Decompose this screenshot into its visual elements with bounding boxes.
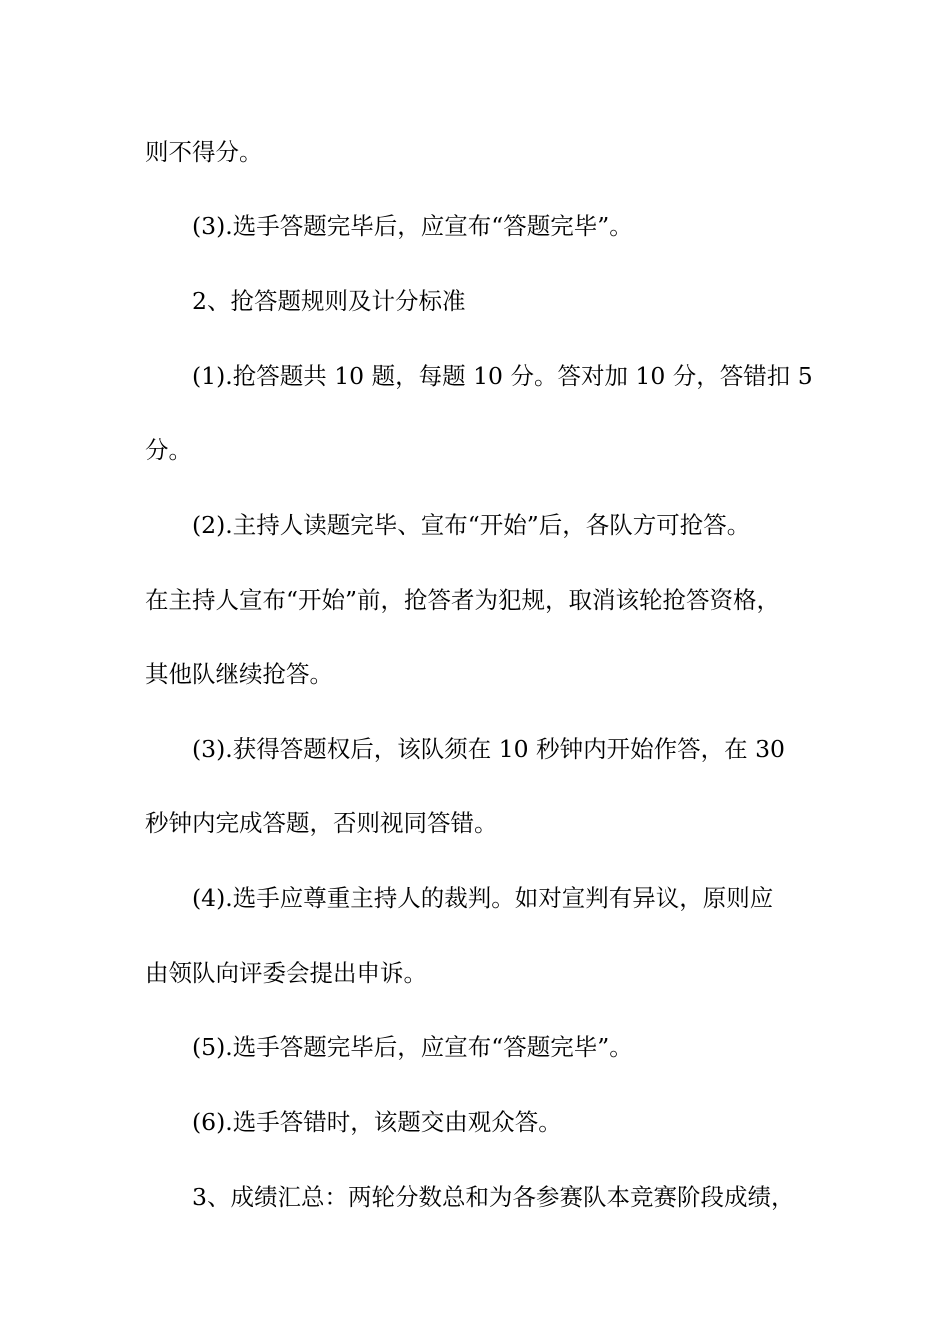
- text-line-rule-2-6: (6).选手答错时，该题交由观众答。: [192, 1108, 562, 1136]
- text-line-rule-2-3-cont: 秒钟内完成答题，否则视同答错。: [145, 809, 498, 837]
- text-line-rule-2-1-cont: 分。: [145, 436, 192, 464]
- text-line-rule-2-2: (2).主持人读题完毕、宣布“开始”后，各队方可抢答。: [192, 511, 751, 539]
- text-line-continuation: 则不得分。: [145, 138, 263, 166]
- text-line-rule-1-3: (3).选手答题完毕后，应宣布“答题完毕”。: [192, 212, 633, 240]
- text-line-rule-2-1: (1).抢答题共 10 题，每题 10 分。答对加 10 分，答错扣 5: [192, 362, 813, 390]
- text-line-rule-2-2-cont-1: 在主持人宣布“开始”前，抢答者为犯规，取消该轮抢答资格，: [145, 586, 781, 614]
- text-line-rule-2-3: (3).获得答题权后，该队须在 10 秒钟内开始作答，在 30: [192, 735, 785, 763]
- text-line-rule-2-2-cont-2: 其他队继续抢答。: [145, 660, 333, 688]
- text-line-rule-2-4: (4).选手应尊重主持人的裁判。如对宣判有异议，原则应: [192, 884, 774, 912]
- text-line-rule-2-5: (5).选手答题完毕后，应宣布“答题完毕”。: [192, 1033, 633, 1061]
- text-line-rule-2-4-cont: 由领队向评委会提出申诉。: [145, 959, 427, 987]
- section-heading-3: 3、成绩汇总：两轮分数总和为各参赛队本竞赛阶段成绩，: [192, 1183, 795, 1211]
- section-heading-2: 2、抢答题规则及计分标准: [192, 287, 466, 315]
